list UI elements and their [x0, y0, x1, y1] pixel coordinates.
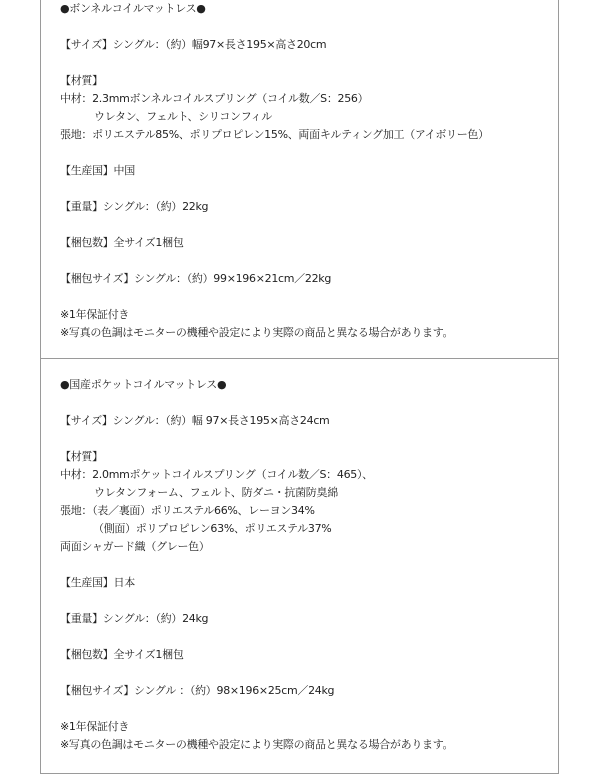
weight-spec: 【重量】シングル：（約）24kg	[60, 612, 209, 625]
material-line: （側面）ポリプロピレン63%、ポリエステル37%	[93, 522, 332, 535]
spec-panel-pocket	[40, 359, 559, 774]
material-line: 両面シャガード織（グレー色）	[60, 540, 210, 553]
package-count-spec: 【梱包数】全サイズ1梱包	[60, 648, 184, 661]
weight-spec: 【重量】シングル：（約）22kg	[60, 200, 209, 213]
product-title: ●ボンネルコイルマットレス●	[60, 2, 206, 15]
material-line: 張地：（表／裏面）ポリエステル66%、レーヨン34%	[60, 504, 315, 517]
color-disclaimer: ※写真の色調はモニターの機種や設定により実際の商品と異なる場合があります。	[60, 326, 454, 339]
package-size-spec: 【梱包サイズ】シングル：（約）99×196×21cm／22kg	[60, 272, 332, 285]
material-line: 張地：ポリエステル85%、ポリプロピレン15%、両面キルティング加工（アイボリー色）	[60, 128, 489, 141]
package-size-spec: 【梱包サイズ】シングル ：（約）98×196×25cm／24kg	[60, 684, 335, 697]
package-count-spec: 【梱包数】全サイズ1梱包	[60, 236, 184, 249]
color-disclaimer: ※写真の色調はモニターの機種や設定により実際の商品と異なる場合があります。	[60, 738, 454, 751]
origin-spec: 【生産国】日本	[60, 576, 135, 589]
material-line: ウレタン、フェルト、シリコンフィル	[94, 110, 272, 123]
spec-panel-bonnell	[40, 0, 559, 359]
material-heading: 【材質】	[60, 450, 103, 463]
size-spec: 【サイズ】シングル：（約）幅 97×長さ195×高さ24cm	[60, 414, 330, 427]
material-line: 中材：2.0mmポケットコイルスプリング（コイル数／S：465）、	[60, 468, 373, 481]
material-heading: 【材質】	[60, 74, 103, 87]
size-spec: 【サイズ】シングル：（約）幅97×長さ195×高さ20cm	[60, 38, 327, 51]
material-line: ウレタンフォーム、フェルト、防ダニ・抗菌防臭綿	[94, 486, 338, 499]
product-title: ●国産ポケットコイルマットレス●	[60, 378, 227, 391]
warranty-note: ※1年保証付き	[60, 308, 130, 321]
warranty-note: ※1年保証付き	[60, 720, 130, 733]
material-line: 中材：2.3mmボンネルコイルスプリング（コイル数／S：256）	[60, 92, 369, 105]
origin-spec: 【生産国】中国	[60, 164, 135, 177]
